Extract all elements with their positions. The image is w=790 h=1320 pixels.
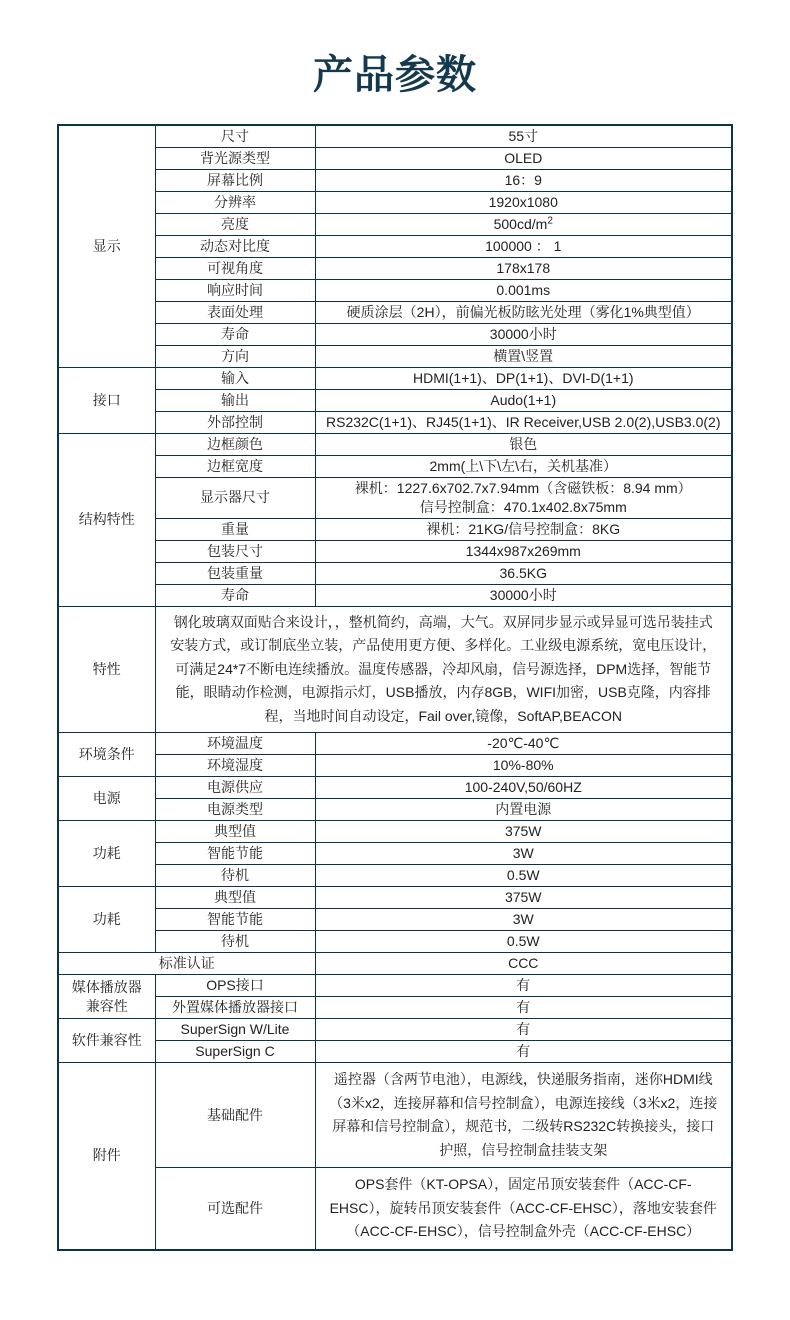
spec-value-cell: 0.5W	[315, 931, 732, 953]
spec-value-cell: 横置\竖置	[315, 345, 732, 367]
spec-row	[58, 323, 732, 345]
spec-param-cell: 输入	[155, 367, 315, 389]
spec-row	[58, 477, 732, 518]
spec-category-cell: 显示	[58, 125, 155, 367]
spec-param-cell: 动态对比度	[155, 235, 315, 257]
spec-row	[58, 799, 732, 821]
spec-row	[58, 235, 732, 257]
spec-value-cell: 100000 ： 1	[315, 235, 732, 257]
spec-param-cell: 背光源类型	[155, 147, 315, 169]
spec-row	[58, 257, 732, 279]
spec-value-cell: 30000小时	[315, 323, 732, 345]
spec-row	[58, 997, 732, 1019]
spec-category-cell: 功耗	[58, 821, 155, 887]
spec-param-cell: 表面处理	[155, 301, 315, 323]
spec-value-cell: 有	[315, 975, 732, 997]
spec-row	[58, 777, 732, 799]
spec-label-cell: 标准认证	[58, 953, 315, 975]
spec-value-cell: 16：9	[315, 169, 732, 191]
spec-param-cell: 可选配件	[155, 1168, 315, 1250]
spec-value-cell: 100-240V,50/60HZ	[315, 777, 732, 799]
spec-param-cell: SuperSign W/Lite	[155, 1019, 315, 1041]
spec-row	[58, 455, 732, 477]
spec-value-cell: RS232C(1+1)、RJ45(1+1)、IR Receiver,USB 2.0(2),USB3.0(2)	[315, 411, 732, 433]
spec-param-cell: 输出	[155, 389, 315, 411]
spec-category-cell: 特性	[58, 606, 155, 733]
spec-row	[58, 191, 732, 213]
spec-row	[58, 301, 732, 323]
spec-row	[58, 367, 732, 389]
spec-param-cell: 环境温度	[155, 733, 315, 755]
spec-param-cell: 待机	[155, 931, 315, 953]
spec-param-cell: 包装尺寸	[155, 540, 315, 562]
spec-row	[58, 213, 732, 235]
spec-row	[58, 1168, 732, 1250]
spec-row	[58, 147, 732, 169]
spec-param-cell: 响应时间	[155, 279, 315, 301]
spec-param-cell: 尺寸	[155, 125, 315, 147]
spec-paragraph-cell: 钢化玻璃双面贴合来设计，，整机简约，高端，大气。双屏同步显示或异显可选吊装挂式安装方式，或订制底坐立装，产品使用更方便、多样化。工业级电源系统，宽电压设计，可满足24*7不断电连续播放。温度传感器，冷却风扇，信号源选择，DPM选择，智能节能，眼睛动作检测，电源指示灯，USB播放，内存8GB，WIFI加密，USB克隆，内容排程，当地时间自动设定，Fail over,镜像，SoftAP,BEACON	[155, 606, 732, 733]
spec-table	[57, 124, 733, 1251]
spec-category-cell: 附件	[58, 1063, 155, 1250]
spec-param-cell: 边框宽度	[155, 455, 315, 477]
spec-value-cell: -20℃-40℃	[315, 733, 732, 755]
spec-value-cell: 有	[315, 997, 732, 1019]
spec-param-cell: 方向	[155, 345, 315, 367]
spec-value-cell: 375W	[315, 887, 732, 909]
spec-param-cell: 重量	[155, 518, 315, 540]
spec-param-cell: 屏幕比例	[155, 169, 315, 191]
spec-row	[58, 887, 732, 909]
spec-row	[58, 562, 732, 584]
spec-value-cell: 遥控器（含两节电池），电源线，快递服务指南，迷你HDMI线（3米x2，连接屏幕和信号控制盒），电源连接线（3米x2，连接屏幕和信号控制盒），规范书，二级转RS232C转换接头，接口护照，信号控制盒挂装支架	[315, 1063, 732, 1168]
spec-value-cell: 36.5KG	[315, 562, 732, 584]
spec-category-cell: 接口	[58, 367, 155, 433]
spec-category-cell: 功耗	[58, 887, 155, 953]
spec-row	[58, 584, 732, 606]
spec-value-cell: 1344x987x269mm	[315, 540, 732, 562]
spec-row	[58, 843, 732, 865]
spec-value-cell: 55寸	[315, 125, 732, 147]
spec-value-cell: $500cd/m^2$	[315, 213, 732, 235]
spec-value-cell: 内置电源	[315, 799, 732, 821]
spec-row	[58, 1019, 732, 1041]
spec-row	[58, 411, 732, 433]
spec-param-cell: 电源类型	[155, 799, 315, 821]
spec-value-cell: CCC	[315, 953, 732, 975]
spec-category-cell: 媒体播放器兼容性	[58, 975, 155, 1019]
spec-row	[58, 540, 732, 562]
spec-row	[58, 518, 732, 540]
spec-row	[58, 909, 732, 931]
spec-param-cell: 外置媒体播放器接口	[155, 997, 315, 1019]
spec-param-cell: 环境湿度	[155, 755, 315, 777]
spec-value-cell: 2mm(上\下\左\右，关机基准）	[315, 455, 732, 477]
spec-row	[58, 931, 732, 953]
spec-param-cell: 电源供应	[155, 777, 315, 799]
spec-row	[58, 975, 732, 997]
page-title: 产品参数	[313, 53, 477, 97]
spec-value-cell: 裸机：1227.6x702.7x7.94mm（含磁铁板：8.94 mm） 信号控制盒：470.1x402.8x75mm	[315, 477, 732, 518]
spec-value-cell: 3W	[315, 909, 732, 931]
spec-row	[58, 345, 732, 367]
spec-table-body	[58, 125, 732, 1250]
spec-value-cell: 0.001ms	[315, 279, 732, 301]
spec-value-cell: 有	[315, 1041, 732, 1063]
spec-row	[58, 169, 732, 191]
spec-param-cell: OPS接口	[155, 975, 315, 997]
spec-row	[58, 1041, 732, 1063]
spec-value-cell: 裸机：21KG/信号控制盒：8KG	[315, 518, 732, 540]
spec-param-cell: 可视角度	[155, 257, 315, 279]
spec-param-cell: 寿命	[155, 584, 315, 606]
spec-param-cell: 寿命	[155, 323, 315, 345]
spec-row	[58, 389, 732, 411]
spec-value-cell: 30000小时	[315, 584, 732, 606]
spec-param-cell: 基础配件	[155, 1063, 315, 1168]
spec-row	[58, 733, 732, 755]
spec-value-cell: HDMI(1+1)、DP(1+1)、DVI-D(1+1)	[315, 367, 732, 389]
spec-param-cell: 待机	[155, 865, 315, 887]
spec-category-cell: 结构特性	[58, 433, 155, 606]
spec-param-cell: 亮度	[155, 213, 315, 235]
spec-param-cell: SuperSign C	[155, 1041, 315, 1063]
spec-value-cell: 3W	[315, 843, 732, 865]
spec-category-cell: 软件兼容性	[58, 1019, 155, 1063]
spec-value-cell: 0.5W	[315, 865, 732, 887]
spec-param-cell: 显示器尺寸	[155, 477, 315, 518]
spec-value-cell: OPS套件（KT-OPSA），固定吊顶安装套件（ACC-CF-EHSC），旋转吊顶安装套件（ACC-CF-EHSC），落地安装套件（ACC-CF-EHSC），信号控制盒外壳（ACC-CF-EHSC）	[315, 1168, 732, 1250]
spec-row	[58, 279, 732, 301]
spec-param-cell: 智能节能	[155, 909, 315, 931]
spec-param-cell: 分辨率	[155, 191, 315, 213]
spec-category-cell: 电源	[58, 777, 155, 821]
spec-param-cell: 包装重量	[155, 562, 315, 584]
spec-value-cell: 硬质涂层（2H），前偏光板防眩光处理（雾化1%典型值）	[315, 301, 732, 323]
spec-param-cell: 智能节能	[155, 843, 315, 865]
spec-value-cell: 有	[315, 1019, 732, 1041]
spec-row	[58, 821, 732, 843]
spec-row	[58, 953, 732, 975]
spec-param-cell: 典型值	[155, 821, 315, 843]
spec-category-cell: 环境条件	[58, 733, 155, 777]
spec-value-cell: 银色	[315, 433, 732, 455]
spec-row	[58, 125, 732, 147]
spec-param-cell: 典型值	[155, 887, 315, 909]
spec-row	[58, 606, 732, 733]
spec-value-cell: 1920x1080	[315, 191, 732, 213]
spec-param-cell: 外部控制	[155, 411, 315, 433]
spec-value-cell: 178x178	[315, 257, 732, 279]
spec-row	[58, 433, 732, 455]
spec-value-cell: Audo(1+1)	[315, 389, 732, 411]
spec-row	[58, 865, 732, 887]
spec-param-cell: 边框颜色	[155, 433, 315, 455]
spec-row	[58, 1063, 732, 1168]
spec-value-cell: OLED	[315, 147, 732, 169]
spec-value-cell: 10%-80%	[315, 755, 732, 777]
spec-value-cell: 375W	[315, 821, 732, 843]
spec-row	[58, 755, 732, 777]
